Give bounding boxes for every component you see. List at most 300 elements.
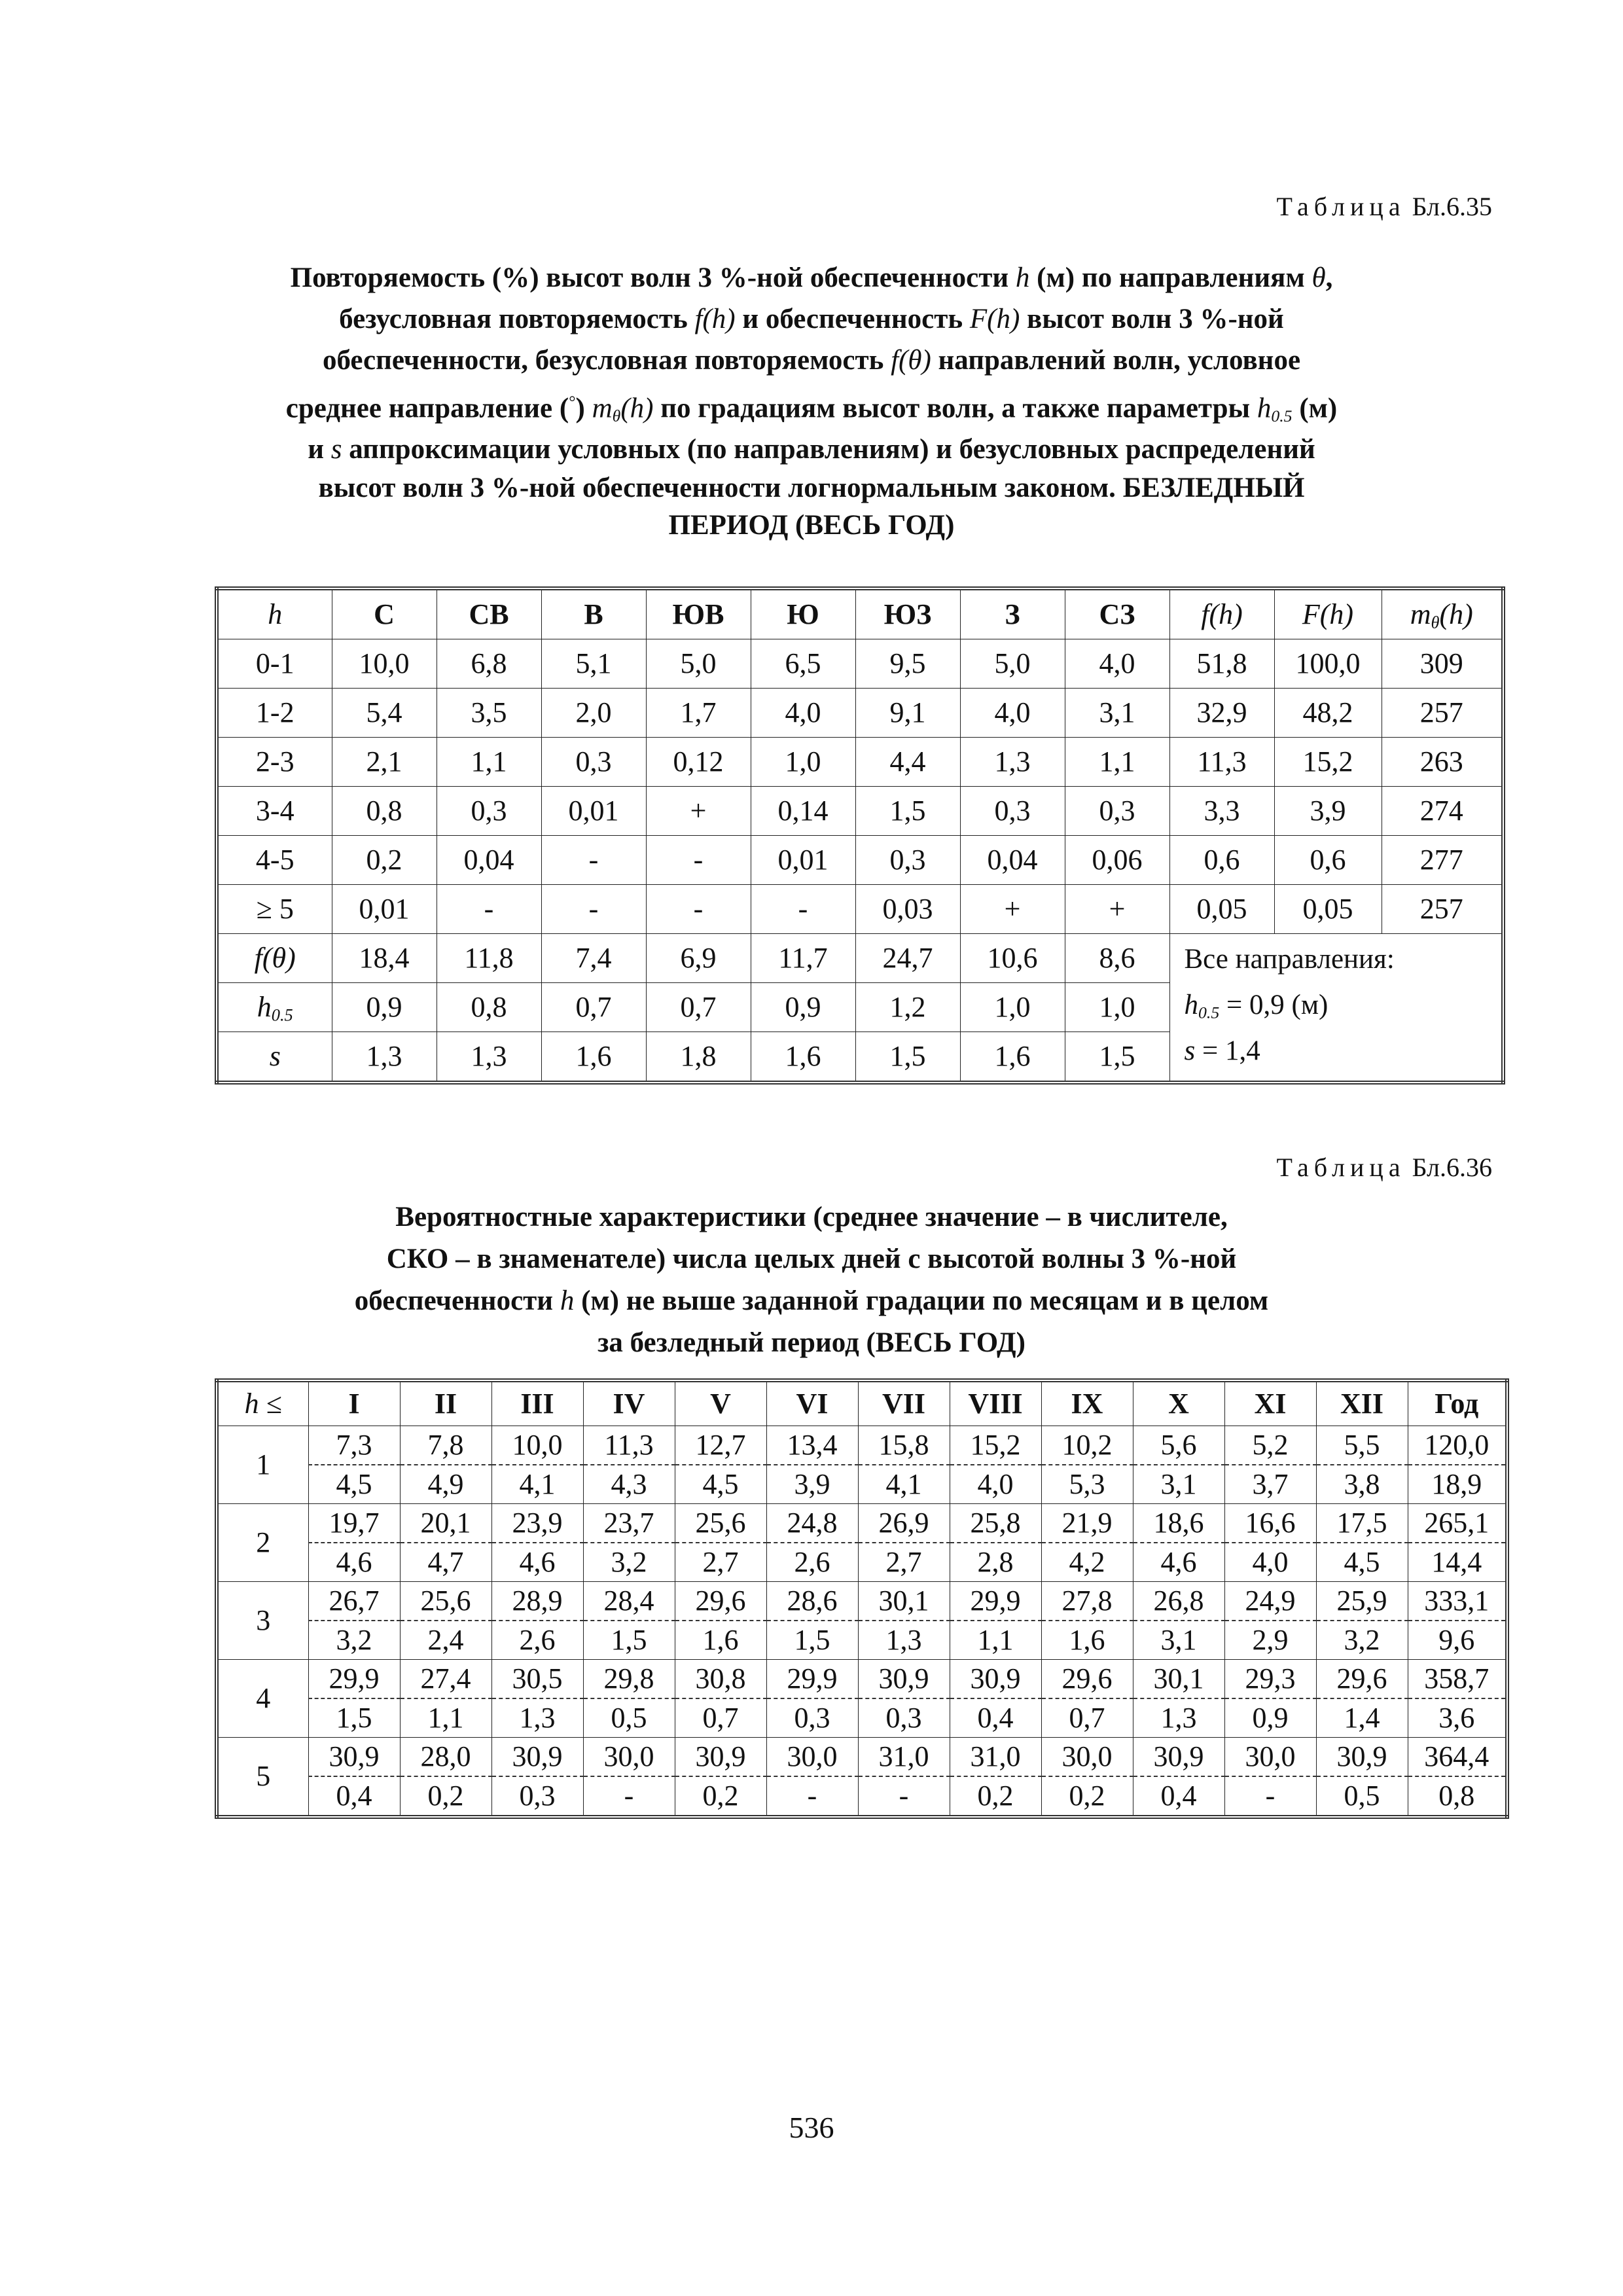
row-label-height-range: 1-2: [217, 689, 332, 738]
row-label-height-range: ≥ 5: [217, 885, 332, 934]
summary-s-value: = 1,4: [1195, 1035, 1260, 1066]
table-row-sd: [217, 1621, 1507, 1660]
sd-cell: 0,8: [1408, 1776, 1507, 1817]
mean-cell: 30,0: [583, 1738, 675, 1777]
sd-cell: 1,3: [858, 1621, 950, 1660]
mean-cell: 364,4: [1408, 1738, 1507, 1777]
table-cell: 6,5: [751, 639, 855, 689]
column-header-direction: С: [332, 588, 437, 639]
summary-s: [1185, 1028, 1502, 1074]
sd-cell: 3,1: [1133, 1465, 1224, 1504]
row-label-height: 4: [217, 1660, 308, 1738]
table-cell: 0,3: [541, 738, 646, 787]
sd-cell: 3,2: [308, 1621, 400, 1660]
sd-cell: 2,6: [766, 1543, 858, 1582]
mean-cell: 21,9: [1041, 1504, 1133, 1543]
table-cell: 100,0: [1274, 639, 1382, 689]
table-cell: 2,1: [332, 738, 437, 787]
table-cell: 1,0: [960, 983, 1065, 1032]
sd-cell: 2,6: [491, 1621, 583, 1660]
sd-cell: 2,7: [858, 1543, 950, 1582]
table-cell: 0,6: [1274, 836, 1382, 885]
table-cell: -: [541, 836, 646, 885]
row-label-h05: [217, 983, 332, 1032]
title-line: среднее направление (°) $m_\theta(h)$ по градациям высот волн, а также параметры $h_{0.5}$ (м): [285, 392, 1338, 425]
table-cell: 0,7: [646, 983, 751, 1032]
table-cell: 10,0: [332, 639, 437, 689]
table-row: [217, 689, 1503, 738]
table-row-mean: [217, 1738, 1507, 1777]
table-cell: 24,7: [855, 934, 960, 983]
table-cell: 0,05: [1274, 885, 1382, 934]
table-cell: 5,4: [332, 689, 437, 738]
sd-cell: 1,5: [583, 1621, 675, 1660]
table-cell: 3,1: [1065, 689, 1169, 738]
table-label-number: Бл.6.35: [1412, 192, 1492, 221]
table-cell: 1,8: [646, 1032, 751, 1083]
summary-h-value: = 0,9: [1219, 990, 1292, 1020]
table-cell: 5,0: [960, 639, 1065, 689]
mean-cell: 26,7: [308, 1582, 400, 1621]
column-header-month: III: [491, 1380, 583, 1426]
mean-cell: 16,6: [1224, 1504, 1316, 1543]
column-header-month: VI: [766, 1380, 858, 1426]
table-cell: 263: [1382, 738, 1503, 787]
sd-cell: 4,7: [400, 1543, 491, 1582]
title-line: Повторяемость (%) высот волн 3 %-ной обеспеченности h (м) по направлениям θ,: [290, 262, 1333, 293]
table-header-row: [217, 588, 1503, 639]
sd-cell: 0,2: [675, 1776, 766, 1817]
table-label-word: Таблица: [1276, 1153, 1406, 1182]
table-cell: 4,0: [960, 689, 1065, 738]
title-line: безусловная повторяемость f(h) и обеспеченность F(h) высот волн 3 %-ной: [339, 304, 1284, 334]
column-header-h-le: h ≤: [217, 1380, 308, 1426]
mean-cell: 30,0: [1041, 1738, 1133, 1777]
table-cell: 0,3: [437, 787, 541, 836]
table-cell: 6,9: [646, 934, 751, 983]
title-line: и s аппроксимации условных (по направлениям) и безусловных распределений: [308, 434, 1315, 465]
mean-cell: 10,2: [1041, 1426, 1133, 1465]
table-cell: 0,3: [960, 787, 1065, 836]
mean-cell: 30,1: [1133, 1660, 1224, 1699]
sd-cell: 0,4: [1133, 1776, 1224, 1817]
column-header-month: IV: [583, 1380, 675, 1426]
table-row-sd: [217, 1698, 1507, 1738]
column-header-h: h: [217, 588, 332, 639]
table-cell: 4,0: [1065, 639, 1169, 689]
table-row-mean: [217, 1504, 1507, 1543]
table-cell: 309: [1382, 639, 1503, 689]
sd-cell: -: [858, 1776, 950, 1817]
sd-cell: 0,5: [583, 1698, 675, 1738]
table-cell: 3,5: [437, 689, 541, 738]
table-cell: 1,3: [332, 1032, 437, 1083]
table-header-row: [217, 1380, 1507, 1426]
table-cell: 32,9: [1169, 689, 1274, 738]
mean-cell: 11,3: [583, 1426, 675, 1465]
table-cell: 9,5: [855, 639, 960, 689]
row-label-s: s: [217, 1032, 332, 1083]
column-header-month: Год: [1408, 1380, 1507, 1426]
sd-cell: 0,9: [1224, 1698, 1316, 1738]
mean-cell: 29,6: [1041, 1660, 1133, 1699]
mean-cell: 15,2: [950, 1426, 1041, 1465]
table-row-sd: [217, 1776, 1507, 1817]
title-line: обеспеченности h (м) не выше заданной градации по месяцам и в целом: [354, 1285, 1269, 1316]
table-cell: 6,8: [437, 639, 541, 689]
mean-cell: 30,0: [766, 1738, 858, 1777]
column-header-month: IX: [1041, 1380, 1133, 1426]
column-header-direction: ЮЗ: [855, 588, 960, 639]
sd-cell: 0,7: [1041, 1698, 1133, 1738]
column-header-direction: ЮВ: [646, 588, 751, 639]
column-header-direction: З: [960, 588, 1065, 639]
mean-cell: 333,1: [1408, 1582, 1507, 1621]
mean-cell: 29,9: [950, 1582, 1041, 1621]
sd-cell: 1,6: [1041, 1621, 1133, 1660]
table-cell: 0,14: [751, 787, 855, 836]
column-header-month: I: [308, 1380, 400, 1426]
table-cell: 0,9: [332, 983, 437, 1032]
mean-cell: 28,0: [400, 1738, 491, 1777]
column-header-month: X: [1133, 1380, 1224, 1426]
table-row: [217, 836, 1503, 885]
table-cell: 15,2: [1274, 738, 1382, 787]
title-line: обеспеченности, безусловная повторяемость f(θ) направлений волн, условное: [322, 345, 1301, 376]
table-cell: 0,01: [751, 836, 855, 885]
table-cell: 0,01: [541, 787, 646, 836]
table-cell: 257: [1382, 885, 1503, 934]
table-cell: -: [541, 885, 646, 934]
mean-cell: 18,6: [1133, 1504, 1224, 1543]
mean-cell: 10,0: [491, 1426, 583, 1465]
sd-cell: 1,3: [1133, 1698, 1224, 1738]
sd-cell: 4,9: [400, 1465, 491, 1504]
table-cell: 0,6: [1169, 836, 1274, 885]
column-header-month: II: [400, 1380, 491, 1426]
sd-cell: 0,3: [491, 1776, 583, 1817]
column-header-month: XII: [1316, 1380, 1408, 1426]
sd-cell: 0,5: [1316, 1776, 1408, 1817]
table-cell: 0,04: [437, 836, 541, 885]
table-cell: 1,5: [855, 1032, 960, 1083]
sd-cell: 4,6: [308, 1543, 400, 1582]
column-header-fh: f(h): [1169, 588, 1274, 639]
mean-cell: 24,8: [766, 1504, 858, 1543]
title-line: ПЕРИОД (ВЕСЬ ГОД): [668, 510, 955, 541]
sd-cell: 4,5: [308, 1465, 400, 1504]
summary-h-subscript: 0.5: [1198, 1003, 1220, 1022]
table-row: [217, 787, 1503, 836]
table-row-sd: [217, 1543, 1507, 1582]
title-line: высот волн 3 %-ной обеспеченности логнормальным законом. БЕЗЛЕДНЫЙ: [318, 473, 1305, 504]
column-header-direction: СЗ: [1065, 588, 1169, 639]
mean-cell: 29,3: [1224, 1660, 1316, 1699]
table-cell: 257: [1382, 689, 1503, 738]
mean-cell: 30,5: [491, 1660, 583, 1699]
table-cell: 0,01: [332, 885, 437, 934]
table-cell: 2,0: [541, 689, 646, 738]
sd-cell: 0,4: [308, 1776, 400, 1817]
table-title-636: [196, 1196, 1427, 1364]
table-cell: -: [751, 885, 855, 934]
mean-cell: 28,6: [766, 1582, 858, 1621]
column-header-month: XI: [1224, 1380, 1316, 1426]
sd-cell: 5,3: [1041, 1465, 1133, 1504]
table-cell: +: [960, 885, 1065, 934]
sd-cell: 4,2: [1041, 1543, 1133, 1582]
column-header-direction: Ю: [751, 588, 855, 639]
title-line: за безледный период (ВЕСЬ ГОД): [597, 1327, 1026, 1358]
mean-cell: 27,8: [1041, 1582, 1133, 1621]
row-label-height: 3: [217, 1582, 308, 1660]
mean-cell: 25,9: [1316, 1582, 1408, 1621]
sd-cell: 4,3: [583, 1465, 675, 1504]
table-row-mean: [217, 1582, 1507, 1621]
table-row-sd: [217, 1465, 1507, 1504]
sd-cell: 14,4: [1408, 1543, 1507, 1582]
mean-cell: 30,9: [675, 1738, 766, 1777]
mean-cell: 23,9: [491, 1504, 583, 1543]
mean-cell: 30,9: [491, 1738, 583, 1777]
mean-cell: 30,9: [1133, 1738, 1224, 1777]
table-cell: 51,8: [1169, 639, 1274, 689]
sd-cell: 0,2: [950, 1776, 1041, 1817]
table-cell: 277: [1382, 836, 1503, 885]
table-cell: 18,4: [332, 934, 437, 983]
mean-cell: 30,0: [1224, 1738, 1316, 1777]
table-cell: 0,04: [960, 836, 1065, 885]
sd-cell: 4,0: [950, 1465, 1041, 1504]
sd-cell: 1,3: [491, 1698, 583, 1738]
mean-cell: 27,4: [400, 1660, 491, 1699]
sd-cell: 4,6: [491, 1543, 583, 1582]
mean-cell: 25,8: [950, 1504, 1041, 1543]
table-cell: 1,2: [855, 983, 960, 1032]
table-cell: 1,6: [751, 1032, 855, 1083]
mean-cell: 25,6: [675, 1504, 766, 1543]
table-cell: 4,4: [855, 738, 960, 787]
table-cell: 48,2: [1274, 689, 1382, 738]
sd-cell: 3,6: [1408, 1698, 1507, 1738]
mean-cell: 30,9: [858, 1660, 950, 1699]
table-cell: 11,8: [437, 934, 541, 983]
mean-cell: 5,2: [1224, 1426, 1316, 1465]
table-row: [217, 738, 1503, 787]
mean-cell: 19,7: [308, 1504, 400, 1543]
mean-cell: 25,6: [400, 1582, 491, 1621]
summary-s-symbol: s: [1184, 1035, 1196, 1066]
title-line: Вероятностные характеристики (среднее значение – в числителе,: [395, 1202, 1228, 1232]
sd-cell: 2,7: [675, 1543, 766, 1582]
sd-cell: 3,9: [766, 1465, 858, 1504]
table-cell: 5,0: [646, 639, 751, 689]
row-label-h-symbol: h: [257, 991, 272, 1023]
table-cell: 0,8: [437, 983, 541, 1032]
sd-cell: 1,6: [675, 1621, 766, 1660]
row-label-height: 5: [217, 1738, 308, 1818]
table-row: [217, 639, 1503, 689]
table-row-ftheta: [217, 934, 1503, 983]
sd-cell: 1,1: [950, 1621, 1041, 1660]
sd-cell: 4,0: [1224, 1543, 1316, 1582]
column-header-month: VII: [858, 1380, 950, 1426]
table-cell: 1,5: [855, 787, 960, 836]
table-cell: 11,7: [751, 934, 855, 983]
table-cell: 0,7: [541, 983, 646, 1032]
table-cell: 1,1: [1065, 738, 1169, 787]
mean-cell: 24,9: [1224, 1582, 1316, 1621]
mean-cell: 30,9: [308, 1738, 400, 1777]
table-cell: 4,0: [751, 689, 855, 738]
page-number: 536: [789, 2111, 834, 2144]
table-cell: 1,3: [960, 738, 1065, 787]
column-header-direction: СВ: [437, 588, 541, 639]
table-cell: +: [1065, 885, 1169, 934]
table-cell: 8,6: [1065, 934, 1169, 983]
mean-cell: 28,9: [491, 1582, 583, 1621]
sd-cell: 2,9: [1224, 1621, 1316, 1660]
table-cell: 1,0: [1065, 983, 1169, 1032]
sd-cell: 0,3: [766, 1698, 858, 1738]
row-label-height: 1: [217, 1426, 308, 1504]
sd-cell: 3,7: [1224, 1465, 1316, 1504]
sd-cell: 4,6: [1133, 1543, 1224, 1582]
column-header-month: VIII: [950, 1380, 1041, 1426]
summary-h-symbol: h: [1184, 990, 1198, 1020]
table-cell: 9,1: [855, 689, 960, 738]
mean-cell: 29,6: [675, 1582, 766, 1621]
mean-cell: 13,4: [766, 1426, 858, 1465]
mean-cell: 265,1: [1408, 1504, 1507, 1543]
mean-cell: 31,0: [950, 1738, 1041, 1777]
table-cell: 10,6: [960, 934, 1065, 983]
table-cell: 0,12: [646, 738, 751, 787]
sd-cell: 0,2: [400, 1776, 491, 1817]
table-cell: 0,03: [855, 885, 960, 934]
mean-cell: 120,0: [1408, 1426, 1507, 1465]
mean-cell: 7,3: [308, 1426, 400, 1465]
table-cell: 1,3: [437, 1032, 541, 1083]
mean-cell: 30,9: [950, 1660, 1041, 1699]
mean-cell: 12,7: [675, 1426, 766, 1465]
sd-cell: 4,1: [858, 1465, 950, 1504]
mean-cell: 23,7: [583, 1504, 675, 1543]
table-cell: 0,8: [332, 787, 437, 836]
sd-cell: 1,4: [1316, 1698, 1408, 1738]
column-header-month: V: [675, 1380, 766, 1426]
summary-heading: Все направления:: [1184, 944, 1395, 975]
sd-cell: -: [766, 1776, 858, 1817]
table-label-number: Бл.6.36: [1412, 1153, 1492, 1182]
mean-cell: 17,5: [1316, 1504, 1408, 1543]
mean-cell: 7,8: [400, 1426, 491, 1465]
mean-cell: 20,1: [400, 1504, 491, 1543]
table-cell: 11,3: [1169, 738, 1274, 787]
mean-cell: 30,9: [1316, 1738, 1408, 1777]
table-cell: 1,1: [437, 738, 541, 787]
table-cell: 274: [1382, 787, 1503, 836]
mean-cell: 28,4: [583, 1582, 675, 1621]
sd-cell: 1,1: [400, 1698, 491, 1738]
summary-h-unit: (м): [1291, 990, 1329, 1020]
mean-cell: 29,9: [308, 1660, 400, 1699]
mean-cell: 26,8: [1133, 1582, 1224, 1621]
sd-cell: 9,6: [1408, 1621, 1507, 1660]
calm-days-probability-table: [215, 1378, 1509, 1819]
sd-cell: 2,8: [950, 1543, 1041, 1582]
table-cell: 0,3: [1065, 787, 1169, 836]
table-cell: 1,7: [646, 689, 751, 738]
title-line: СКО – в знаменателе) числа целых дней с высотой волны 3 %-ной: [386, 1244, 1237, 1274]
sd-cell: 3,1: [1133, 1621, 1224, 1660]
mean-cell: 29,8: [583, 1660, 675, 1699]
table-label-word: Таблица: [1276, 192, 1406, 221]
table-cell: 0,3: [855, 836, 960, 885]
row-label-h-subscript: 0.5: [271, 1005, 293, 1025]
sd-cell: 4,5: [1316, 1543, 1408, 1582]
row-label-ftheta: f(θ): [217, 934, 332, 983]
table-title-635: [196, 257, 1427, 546]
sd-cell: 18,9: [1408, 1465, 1507, 1504]
row-label-height-range: 2-3: [217, 738, 332, 787]
table-cell: 3,9: [1274, 787, 1382, 836]
table-cell: 0,05: [1169, 885, 1274, 934]
table-row-mean: [217, 1426, 1507, 1465]
mean-cell: 5,5: [1316, 1426, 1408, 1465]
row-label-height-range: 4-5: [217, 836, 332, 885]
row-label-height-range: 3-4: [217, 787, 332, 836]
sd-cell: 4,1: [491, 1465, 583, 1504]
table-cell: 3,3: [1169, 787, 1274, 836]
sd-cell: 0,4: [950, 1698, 1041, 1738]
mean-cell: 31,0: [858, 1738, 950, 1777]
mean-cell: 358,7: [1408, 1660, 1507, 1699]
table-row-mean: [217, 1660, 1507, 1699]
all-directions-summary: [1169, 934, 1503, 1083]
table-cell: 1,5: [1065, 1032, 1169, 1083]
row-label-height: 2: [217, 1504, 308, 1582]
table-cell: 0,06: [1065, 836, 1169, 885]
table-row: [217, 885, 1503, 934]
column-header-direction: В: [541, 588, 646, 639]
sd-cell: 3,8: [1316, 1465, 1408, 1504]
table-label-636: [1277, 1152, 1492, 1183]
sd-cell: 1,5: [766, 1621, 858, 1660]
column-header-mean-direction: $m_\theta(h)$: [1382, 588, 1503, 639]
sd-cell: 0,2: [1041, 1776, 1133, 1817]
column-header-Fh: F(h): [1274, 588, 1382, 639]
sd-cell: 3,2: [583, 1543, 675, 1582]
table-cell: -: [646, 836, 751, 885]
mean-cell: 30,1: [858, 1582, 950, 1621]
mean-cell: 26,9: [858, 1504, 950, 1543]
table-cell: 7,4: [541, 934, 646, 983]
mean-cell: 15,8: [858, 1426, 950, 1465]
sd-cell: 1,5: [308, 1698, 400, 1738]
table-cell: 0,9: [751, 983, 855, 1032]
table-cell: 5,1: [541, 639, 646, 689]
mean-cell: 29,9: [766, 1660, 858, 1699]
mean-cell: 30,8: [675, 1660, 766, 1699]
sd-cell: 4,5: [675, 1465, 766, 1504]
row-label-height-range: 0-1: [217, 639, 332, 689]
sd-cell: 3,2: [1316, 1621, 1408, 1660]
table-cell: 1,6: [960, 1032, 1065, 1083]
table-label-635: [1277, 191, 1492, 222]
table-cell: -: [646, 885, 751, 934]
table-cell: 1,0: [751, 738, 855, 787]
